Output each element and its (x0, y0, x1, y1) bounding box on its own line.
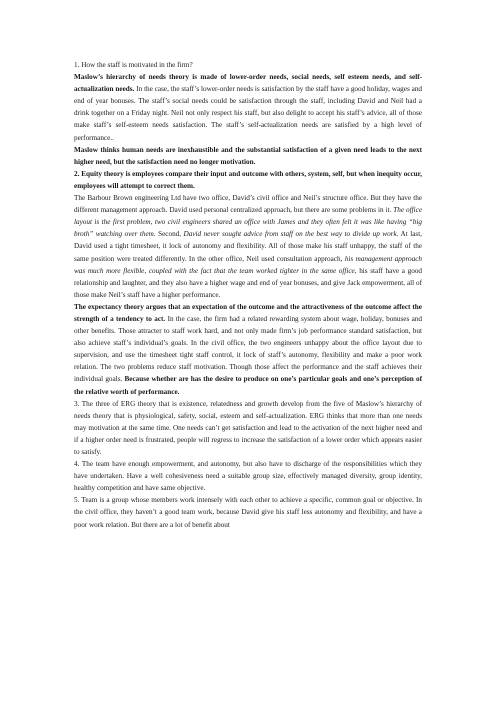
question-2-equity-paragraph (74, 168, 422, 192)
bold-text-run: The expectancy theory argues that an expectation of the outcome and the attractiveness of the outcome affect the strength of a tendency to act. (74, 302, 422, 323)
italic-text-run: his management approach was much more flexible, coupled with the fact that the team worked tighter in the same office, (74, 254, 422, 275)
bold-text-run: Maslow thinks human needs are inexhaustible and the substantial satisfaction of a given need leads to the next higher need, but the satisfaction need no longer motivation. (74, 145, 422, 166)
document-body (74, 59, 422, 531)
text-run: Second, (155, 230, 184, 239)
text-run: In the case, the staff’s lower-order needs is satisfaction by the staff have a good holiday, wages and end of year bonuses. The staff’s social needs could be satisfaction through the staff, including David and Neil had a drink together on a Friday night. Neil not only respect his staff, but also delight to accept his staff’s advice, all of those make staff’s self-esteem needs satisfaction. The staff’s self-actualization needs are satisfied by a high level of performance.. (74, 85, 423, 142)
expectancy-theory-paragraph (74, 301, 422, 398)
text-run: 3. The three of ERG theory that is existence, relatedness and growth develop from the five of Maslow’s hierarchy of needs theory that is physiological, safety, social, esteem and self-actualization. ERG thinks that more than one needs may motivation at the same time. One needs can’t get satisfaction and lead to the activation of the next higher need and if a higher order need is frustrated, people will regress to increase the satisfaction of a lower order which appears easier to satisfy. (74, 399, 422, 456)
maslow-conclusion-paragraph (74, 144, 422, 168)
italic-text-run: The office layout is the first problem, two civil engineers shared an office with James and they often felt it was like having “big broth” watching over them. (74, 206, 423, 239)
text-run: 5. Team is a group whose members work intensely with each other to achieve a specific, common goal or objective. In the civil office, they haven’t a good team work, because David give his staff less autonomy and flexibility, and have a poor work relation. But there are a lot of benefit about (74, 496, 422, 529)
text-run: his staff have a good relationship and laughter, and they also have a higher wage and end of year bonuses, and give Jack empowerment, all of those make Neil’s staff have a higher performance. (74, 266, 423, 299)
italic-text-run: David never sought advice from staff on the best way to divide up work. (183, 230, 399, 239)
text-run: In the case, the firm had a related rewarding system about wage, holiday, bonuses and other benefits. Those attracter to staff work hard, and not only made firm’s job performance standard satisfaction, but also achieve staff’s individual’s goals. In the civil office, the two engineers unhappy about the office layout due to supervision, and use the timesheet tight staff control, it lock of staff’s autonomy, flexibility and make a poor work relation. The two problems reduce staff motivation. Though those affect the performance and the staff achieves their individual goals. (74, 314, 422, 384)
question-5-team-paragraph (74, 494, 422, 530)
bold-text-run: Maslow’s hierarchy of needs theory is made of lower-order needs, social needs, self esteem needs, and self-actualization needs. (74, 73, 422, 94)
bold-text-run: 2. Equity theory is employees compare their input and outcome with others, system, self, but when inequity occur, employees will attempt to correct them. (74, 169, 422, 190)
text-run: The Barbour Brown engineering Ltd have two office, David’s civil office and Neil’s structure office. But they have the different management approach. David used personal centralized approach, but there are some problems in it. (74, 194, 422, 215)
question-3-erg-paragraph (74, 398, 422, 458)
bold-text-run: Because whether are has the desire to produce on one’s particular goals and one’s perception of the relative worth of performance. (74, 375, 422, 396)
text-run: 4. The team have enough empowerment, and autonomy, but also have to discharge of the responsibilities which they have undertaken. Have a well cohesiveness need a suitable group size, effectively managed diversity, group identity, healthy competition and have same objective. (74, 460, 422, 493)
text-run: At last, David used a tight timesheet, it lock of autonomy and flexibility. All of those make his staff unhappy, the staff of the same position were treated differently. In the other office, Neil used consultation approach, (74, 230, 422, 263)
question-1-heading (74, 59, 422, 71)
question-4-team-paragraph (74, 458, 422, 494)
maslow-paragraph (74, 71, 422, 144)
text-run: 1. How the staff is motivated in the firm? (74, 61, 193, 69)
barbour-brown-case-paragraph (74, 192, 422, 301)
